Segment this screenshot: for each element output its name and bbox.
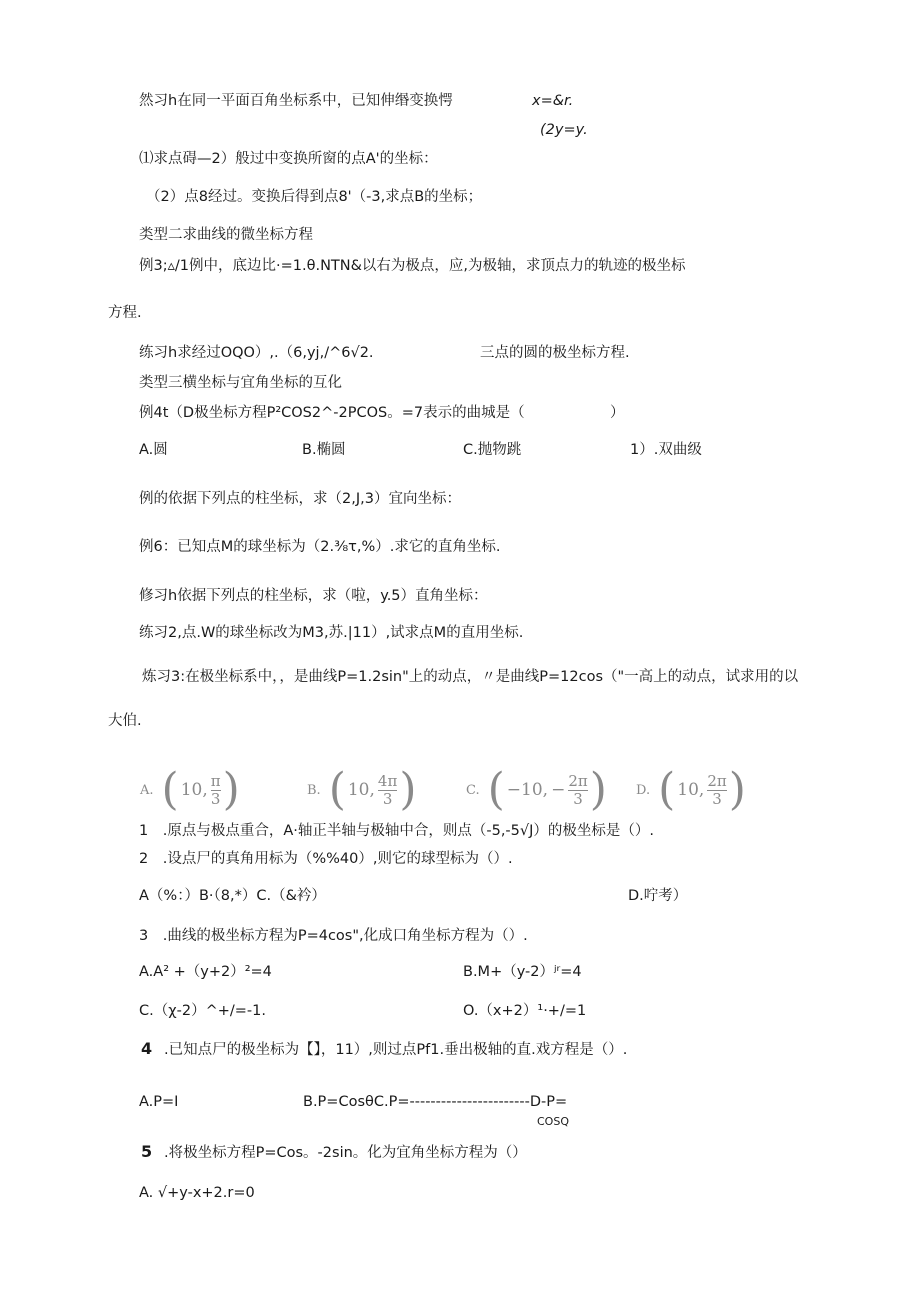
question-3-option-c: C.（χ-2）^+/=-1.: [139, 1003, 266, 1019]
fraction-numerator: 2π: [707, 771, 727, 790]
question-2: 2 .设点尸的真角用标为（%%40）,则它的球型标为（）.: [139, 851, 513, 867]
section-type-3-heading: 类型三横坐标与宜角坐标的互化: [139, 375, 342, 391]
practice-1-tail: 三点的圆的极坐标方程.: [480, 345, 630, 361]
transform-formula-line1: x=&r.: [532, 93, 574, 109]
example-4-option-c: C.抛物跳: [463, 442, 522, 458]
option-number: 10,: [180, 780, 208, 800]
example-5: 例的依据下列点的柱坐标，求（2,J,3）宜向坐标：: [139, 491, 461, 507]
fraction-numerator: 4π: [377, 771, 398, 790]
question-2-options-abc: A（%：）B·（8,*）C.（&衿）: [139, 888, 326, 904]
option-label: B.: [307, 782, 321, 798]
example-3-continuation: 方程.: [108, 305, 142, 321]
practice-cyl: 修习h依据下列点的柱坐标，求（啦，y.5）直角坐标：: [139, 588, 488, 604]
question-4: .已知点尸的极坐标为【】，11）,则过点Pf1.垂出极轴的直.戏方程是（）.: [164, 1042, 628, 1058]
question-3-option-b: B.M+（y-2）ʲʳ=4: [463, 964, 582, 980]
fraction-numerator: π: [210, 771, 221, 790]
question-5: .将极坐标方程P=Cos。-2sin。化为宜角坐标方程为（）: [164, 1145, 527, 1161]
option-label: D.: [636, 782, 651, 798]
option-number: 10,: [347, 780, 375, 800]
example-6: 例6：已知点M的球坐标为（2.⅜τ,%）.求它的直角坐标.: [139, 539, 501, 555]
question-4-options-bcd: B.P=CosθC.P=-----------------------D-P=: [303, 1094, 568, 1110]
exercise-1-intro: 然习h在同一平面百角坐标系中，已知伸缗变换愕: [139, 93, 453, 109]
question-5-number: 5: [141, 1142, 153, 1161]
question-2-option-d: D.咛考）: [628, 888, 688, 904]
example-4: 例4t（D极坐标方程P²COS2^-2PCOS。=7表示的曲城是（: [139, 405, 525, 421]
exercise-1-part2: （2）点8经过。变换后得到点8'（-3,求点B的坐标；: [146, 189, 483, 205]
practice-2: 练习2,点.W的球坐标改为M3,苏.|11）,试求点M的直用坐标.: [139, 625, 524, 641]
fraction-numerator: 2π: [568, 771, 588, 790]
minus-sign: −: [551, 780, 566, 800]
option-label: A.: [140, 782, 154, 798]
fraction-denominator: 3: [382, 789, 393, 808]
question-4-number: 4: [141, 1039, 153, 1058]
example-4-option-b: B.椭圆: [302, 442, 346, 458]
fraction-denominator: 3: [210, 789, 221, 808]
question-4-option-a: A.P=I: [139, 1094, 179, 1110]
fraction-denominator: 3: [573, 789, 583, 808]
practice-3: 炼习3:在极坐标系中，，是曲线P=1.2sin"上的动点，〃是曲线P=12cos（"一高上的动点，试求用的以: [142, 669, 799, 685]
option-label: C.: [466, 782, 480, 798]
example-4-option-a: A.圆: [139, 442, 168, 458]
section-type-2-heading: 类型二求曲线的微坐标方程: [139, 227, 313, 243]
practice-3-continuation: 大伯.: [108, 713, 142, 729]
example-3: 例3;▵/1例中，底边比·=1.θ.NTN&以右为极点，应,为极轴，求顶点力的轨迹的极坐标: [139, 258, 686, 274]
exercise-1-part1: ⑴求点碍—2）般过中变换所窗的点A'的坐标：: [139, 151, 438, 167]
option-number: −10,: [506, 780, 549, 800]
example-4-option-d: 1）.双曲级: [630, 442, 702, 458]
question-4-cos-denominator: COSQ: [537, 1115, 569, 1128]
question-1: 1 .原点与极点重合，A·轴正半轴与极轴中合，则点（-5,-5√J）的极坐标是（）.: [139, 823, 655, 839]
question-3-option-a: A.A² +（y+2）²=4: [139, 964, 272, 980]
polar-option-b: B. ( 10, $\frac{4\pi}{3}$ ): [307, 764, 417, 815]
polar-option-a: A. ( 10, $\frac{\pi}{3}$ ): [140, 764, 240, 815]
question-5-option-a: A. √+y-x+2.r=0: [139, 1185, 255, 1201]
polar-option-d: D. ( 10, $\frac{2\pi}{3}$ ): [636, 764, 746, 815]
example-4-close-paren: ）: [610, 405, 625, 421]
option-number: 10,: [677, 780, 705, 800]
transform-formula-line2: (2y=y.: [540, 122, 588, 138]
practice-1: 练习h求经过OQO）,.（6,yj,/^6√2.: [139, 345, 374, 361]
question-3: 3 .曲线的极坐标方程为P=4cos",化成口角坐标方程为（）.: [139, 928, 528, 944]
fraction-denominator: 3: [712, 789, 722, 808]
question-3-option-d: O.（x+2）¹·+/=1: [463, 1003, 587, 1019]
polar-option-c: C. ( −10, − $\frac{2\pi}{3}$ ): [466, 764, 607, 815]
